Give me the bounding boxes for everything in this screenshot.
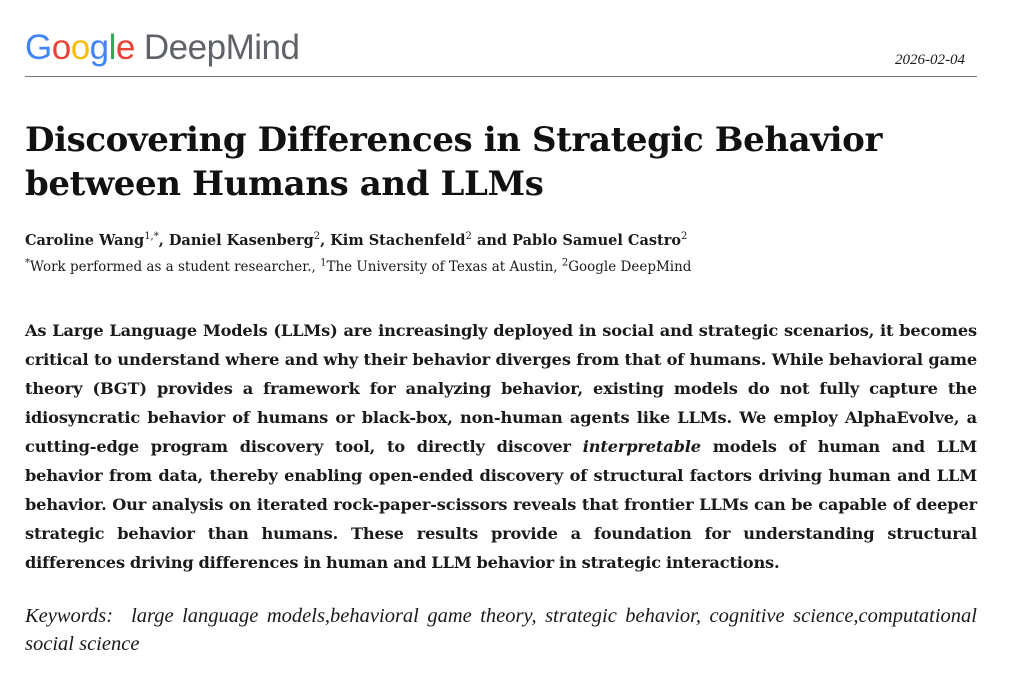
abstract-text-before: As Large Language Models (LLMs) are increasingly deployed in social and strategic scenarios, it becomes critical to understand where and why their behavior diverges from that of humans. While behavioral game theory (BGT) provides a framework for analyzing behavior, existing models do not fully capture the idiosyncratic behavior of humans or black-box, non-human agents like LLMs. We employ AlphaEvolve, a cutting-edge program discovery tool, to directly discover: [25, 321, 977, 456]
abstract: [25, 316, 977, 577]
logo-product-name: DeepMind: [143, 28, 300, 67]
affiliation-mark: 2: [561, 257, 569, 269]
google-deepmind-logo: [25, 28, 299, 68]
logo-letter: o: [70, 28, 90, 67]
author-name: Caroline Wang: [25, 232, 145, 249]
affiliation-text: Work performed as a student researcher.: [30, 259, 312, 275]
affiliation-list: [25, 258, 691, 276]
author-affiliation-mark: 2: [313, 231, 321, 243]
abstract-emphasis: interpretable: [582, 437, 701, 456]
header-divider: [25, 76, 977, 77]
affiliation-separator: ,: [311, 259, 321, 275]
author-affiliation-mark: 2: [465, 231, 472, 243]
keywords-text: large language models,behavioral game theory, strategic behavior, cognitive science,computational social science: [25, 605, 977, 655]
author-affiliation-mark: 2: [681, 231, 688, 243]
author-separator: ,: [158, 232, 169, 249]
logo-letter: G: [25, 28, 52, 67]
keywords-label: Keywords:: [25, 605, 114, 627]
logo-letter: o: [51, 28, 71, 67]
affiliation-mark: *: [25, 257, 30, 269]
author-affiliation-mark: 1,*: [144, 231, 159, 243]
author-separator: and: [471, 232, 513, 249]
author-name: Pablo Samuel Castro: [512, 232, 682, 249]
logo-letter: g: [89, 28, 109, 67]
logo-letter: e: [115, 28, 135, 67]
author-list: [25, 231, 687, 251]
author-name: Kim Stachenfeld: [330, 232, 466, 249]
author-name: Daniel Kasenberg: [168, 232, 314, 249]
keywords: [25, 602, 977, 658]
abstract-text-after: models of human and LLM behavior from data, thereby enabling open-ended discovery of structural factors driving human and LLM behavior. Our analysis on iterated rock-paper-scissors reveals that frontier LLMs can be capable of deeper strategic behavior than humans. These results provide a foundation for understanding structural differences driving differences in human and LLM behavior in strategic interactions.: [25, 437, 977, 572]
author-separator: ,: [320, 232, 331, 249]
paper-title: Discovering Differences in Strategic Behavior between Humans and LLMs: [25, 120, 882, 204]
affiliation-separator: ,: [553, 259, 562, 275]
affiliation-mark: 1: [320, 257, 327, 269]
affiliation-text: Google DeepMind: [568, 259, 692, 275]
header: [25, 28, 977, 76]
publication-date: 2026-02-04: [895, 52, 965, 68]
affiliation-text: The University of Texas at Austin: [326, 259, 554, 275]
logo-letter: l: [108, 28, 116, 67]
